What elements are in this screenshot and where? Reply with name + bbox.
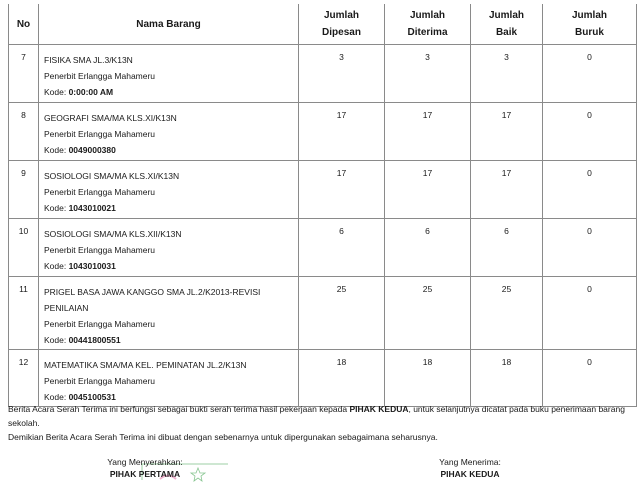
footer-statement [8,402,634,444]
item-publisher: Penerbit Erlangga Mahameru [44,245,156,255]
row-item [39,219,299,277]
row-diterima: 18 [385,350,471,407]
row-item [39,277,299,350]
item-publisher: Penerbit Erlangga Mahameru [44,71,156,81]
header-jumlah-buruk: Jumlah Buruk [543,4,637,45]
items-table [8,4,637,407]
row-diterima: 17 [385,103,471,161]
row-baik: 6 [471,219,543,277]
footer-line-1: Berita Acara Serah Terima ini berfungsi sebagai bukti serah terima hasil pekerjaan kepada PIHAK KEDUA, untuk selanjutnya dicatat pada buku penerimaan barang sekolah. [8,404,625,428]
row-buruk: 0 [543,277,637,350]
row-item [39,103,299,161]
row-no: 9 [9,161,39,219]
row-buruk: 0 [543,103,637,161]
row-baik: 18 [471,350,543,407]
row-dipesan: 18 [299,350,385,407]
row-buruk: 0 [543,161,637,219]
row-no: 12 [9,350,39,407]
item-title: PRIGEL BASA JAWA KANGGO SMA JL.2/K2013-REVISI PENILAIAN [44,287,261,313]
item-kode: Kode: 0045100531 [44,392,116,402]
header-jumlah-baik: Jumlah Baik [471,4,543,45]
item-publisher: Penerbit Erlangga Mahameru [44,319,156,329]
item-title: GEOGRAFI SMA/MA KLS.XI/K13N [44,113,177,123]
row-item [39,350,299,407]
table-row [9,277,637,350]
item-title: FISIKA SMA JL.3/K13N [44,55,133,65]
row-item [39,45,299,103]
row-no: 11 [9,277,39,350]
header-jumlah-diterima: Jumlah Diterima [385,4,471,45]
row-buruk: 0 [543,45,637,103]
item-title: SOSIOLOGI SMA/MA KLS.XI/K13N [44,171,180,181]
row-diterima: 25 [385,277,471,350]
row-buruk: 0 [543,219,637,277]
row-no: 7 [9,45,39,103]
row-baik: 25 [471,277,543,350]
item-kode: Kode: 0:00:00 AM [44,87,114,97]
table-header-row [9,4,637,45]
item-title: SOSIOLOGI SMA/MA KLS.XII/K13N [44,229,182,239]
row-buruk: 0 [543,350,637,407]
item-kode: Kode: 00441800551 [44,335,121,345]
row-diterima: 3 [385,45,471,103]
row-dipesan: 17 [299,161,385,219]
row-baik: 3 [471,45,543,103]
item-kode: Kode: 1043010021 [44,203,116,213]
signature-left [75,456,215,480]
item-publisher: Penerbit Erlangga Mahameru [44,187,156,197]
row-dipesan: 25 [299,277,385,350]
item-publisher: Penerbit Erlangga Mahameru [44,129,156,139]
table-row [9,103,637,161]
item-publisher: Penerbit Erlangga Mahameru [44,376,156,386]
signature-right [400,456,540,480]
row-diterima: 6 [385,219,471,277]
header-no: No [9,4,39,45]
row-diterima: 17 [385,161,471,219]
row-item [39,161,299,219]
row-dipesan: 17 [299,103,385,161]
header-jumlah-dipesan: Jumlah Dipesan [299,4,385,45]
row-dipesan: 3 [299,45,385,103]
signature-left-caption: Yang Menyerahkan: [107,457,183,467]
table-row [9,161,637,219]
table-row [9,45,637,103]
footer-line-2: Demikian Berita Acara Serah Terima ini dibuat dengan sebenarnya untuk dipergunakan sebagaimana seharusnya. [8,432,438,442]
table-row [9,219,637,277]
row-dipesan: 6 [299,219,385,277]
row-no: 10 [9,219,39,277]
row-no: 8 [9,103,39,161]
row-baik: 17 [471,103,543,161]
item-kode: Kode: 0049000380 [44,145,116,155]
item-title: MATEMATIKA SMA/MA KEL. PEMINATAN JL.2/K13N [44,360,247,370]
table-row [9,350,637,407]
signature-right-role: PIHAK KEDUA [440,469,500,479]
signature-right-caption: Yang Menerima: [439,457,501,467]
item-kode: Kode: 1043010031 [44,261,116,271]
signature-left-role: PIHAK PERTAMA [109,469,181,479]
row-baik: 17 [471,161,543,219]
header-nama-barang: Nama Barang [39,4,299,45]
